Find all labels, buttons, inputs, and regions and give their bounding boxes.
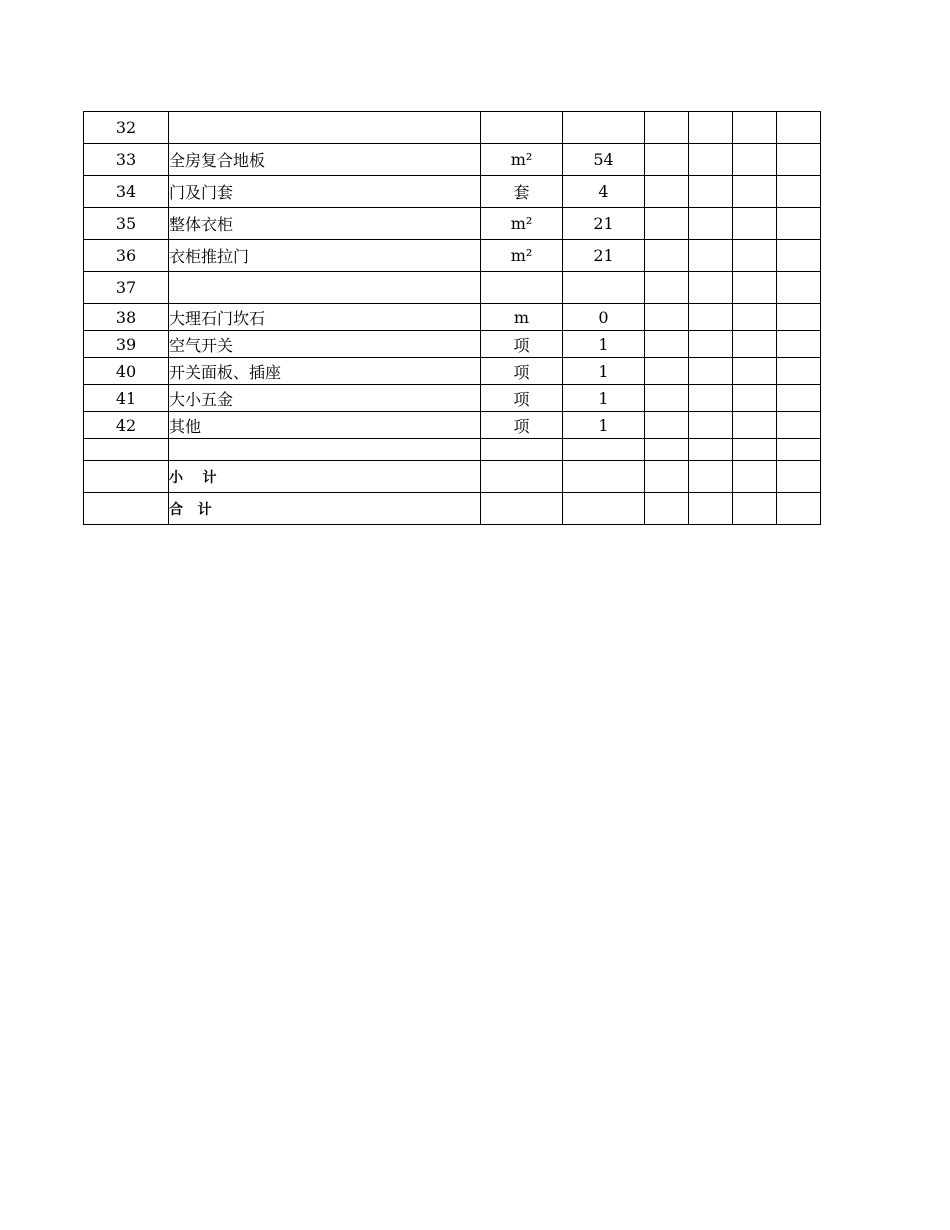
empty-cell [689, 412, 733, 439]
empty-cell [645, 208, 689, 240]
table-row [84, 240, 821, 272]
empty-cell [689, 240, 733, 272]
row-number: 32 [84, 112, 169, 144]
empty-cell [777, 439, 821, 461]
item-unit: 套 [481, 176, 563, 208]
row-number: 40 [84, 358, 169, 385]
total-row [84, 493, 821, 525]
item-quantity: 1 [563, 358, 645, 385]
empty-cell [689, 358, 733, 385]
item-unit [481, 272, 563, 304]
item-name: 门及门套 [169, 176, 481, 208]
item-quantity: 0 [563, 304, 645, 331]
row-number: 35 [84, 208, 169, 240]
item-quantity: 1 [563, 331, 645, 358]
empty-cell [645, 176, 689, 208]
table-row [84, 176, 821, 208]
empty-cell [733, 461, 777, 493]
item-unit: m [481, 304, 563, 331]
empty-cell [689, 461, 733, 493]
empty-cell [777, 240, 821, 272]
item-quantity: 1 [563, 412, 645, 439]
item-name: 大理石门坎石 [169, 304, 481, 331]
item-quantity [563, 272, 645, 304]
empty-cell [777, 112, 821, 144]
item-unit [481, 439, 563, 461]
subtotal-row [84, 461, 821, 493]
item-name: 衣柜推拉门 [169, 240, 481, 272]
item-unit: m² [481, 240, 563, 272]
item-quantity: 54 [563, 144, 645, 176]
empty-cell [689, 439, 733, 461]
empty-cell [733, 412, 777, 439]
item-quantity: 21 [563, 208, 645, 240]
row-number: 42 [84, 412, 169, 439]
table-row [84, 439, 821, 461]
item-unit: m² [481, 144, 563, 176]
empty-cell [689, 385, 733, 412]
total-label: 合 计 [169, 501, 212, 518]
empty-cell [733, 240, 777, 272]
empty-cell [733, 272, 777, 304]
empty-cell [777, 272, 821, 304]
empty-cell [733, 331, 777, 358]
empty-cell [733, 358, 777, 385]
empty-cell [733, 112, 777, 144]
empty-cell [733, 208, 777, 240]
empty-cell [777, 176, 821, 208]
empty-cell [733, 439, 777, 461]
empty-cell [777, 331, 821, 358]
empty-cell [84, 493, 169, 525]
empty-cell [689, 272, 733, 304]
quote-table [83, 111, 821, 525]
item-unit: 项 [481, 412, 563, 439]
empty-cell [645, 112, 689, 144]
empty-cell [777, 461, 821, 493]
empty-cell [645, 272, 689, 304]
empty-cell [645, 240, 689, 272]
table-row [84, 112, 821, 144]
empty-cell [777, 385, 821, 412]
row-number [84, 439, 169, 461]
item-unit: 项 [481, 331, 563, 358]
item-unit: m² [481, 208, 563, 240]
empty-cell [733, 144, 777, 176]
item-name: 开关面板、插座 [169, 358, 481, 385]
empty-cell [777, 493, 821, 525]
empty-cell [777, 412, 821, 439]
item-unit: 项 [481, 385, 563, 412]
empty-cell [481, 461, 563, 493]
row-number: 38 [84, 304, 169, 331]
table-row [84, 144, 821, 176]
total-label-cell [169, 493, 481, 525]
item-unit: 项 [481, 358, 563, 385]
item-name [169, 112, 481, 144]
empty-cell [733, 385, 777, 412]
item-name: 全房复合地板 [169, 144, 481, 176]
empty-cell [645, 439, 689, 461]
row-number: 39 [84, 331, 169, 358]
table-row [84, 208, 821, 240]
row-number: 36 [84, 240, 169, 272]
empty-cell [777, 304, 821, 331]
table-row [84, 385, 821, 412]
empty-cell [481, 493, 563, 525]
empty-cell [777, 358, 821, 385]
empty-cell [689, 304, 733, 331]
empty-cell [645, 331, 689, 358]
empty-cell [645, 412, 689, 439]
item-quantity: 21 [563, 240, 645, 272]
subtotal-label-cell [169, 461, 481, 493]
item-name: 其他 [169, 412, 481, 439]
empty-cell [733, 176, 777, 208]
empty-cell [563, 461, 645, 493]
empty-cell [84, 461, 169, 493]
table-row [84, 331, 821, 358]
empty-cell [645, 358, 689, 385]
row-number: 34 [84, 176, 169, 208]
item-quantity [563, 439, 645, 461]
empty-cell [777, 144, 821, 176]
subtotal-label: 小 计 [169, 469, 217, 486]
empty-cell [563, 493, 645, 525]
item-quantity: 4 [563, 176, 645, 208]
item-name [169, 272, 481, 304]
empty-cell [645, 304, 689, 331]
empty-cell [645, 385, 689, 412]
item-name: 整体衣柜 [169, 208, 481, 240]
row-number: 41 [84, 385, 169, 412]
empty-cell [689, 331, 733, 358]
empty-cell [645, 493, 689, 525]
empty-cell [733, 493, 777, 525]
table-row [84, 304, 821, 331]
empty-cell [689, 112, 733, 144]
empty-cell [689, 493, 733, 525]
row-number: 37 [84, 272, 169, 304]
item-quantity: 1 [563, 385, 645, 412]
empty-cell [777, 208, 821, 240]
empty-cell [733, 304, 777, 331]
empty-cell [645, 461, 689, 493]
empty-cell [689, 176, 733, 208]
table-row [84, 358, 821, 385]
empty-cell [645, 144, 689, 176]
empty-cell [689, 208, 733, 240]
item-name: 空气开关 [169, 331, 481, 358]
table-row [84, 272, 821, 304]
item-name [169, 439, 481, 461]
item-unit [481, 112, 563, 144]
table-row [84, 412, 821, 439]
row-number: 33 [84, 144, 169, 176]
empty-cell [689, 144, 733, 176]
item-quantity [563, 112, 645, 144]
item-name: 大小五金 [169, 385, 481, 412]
